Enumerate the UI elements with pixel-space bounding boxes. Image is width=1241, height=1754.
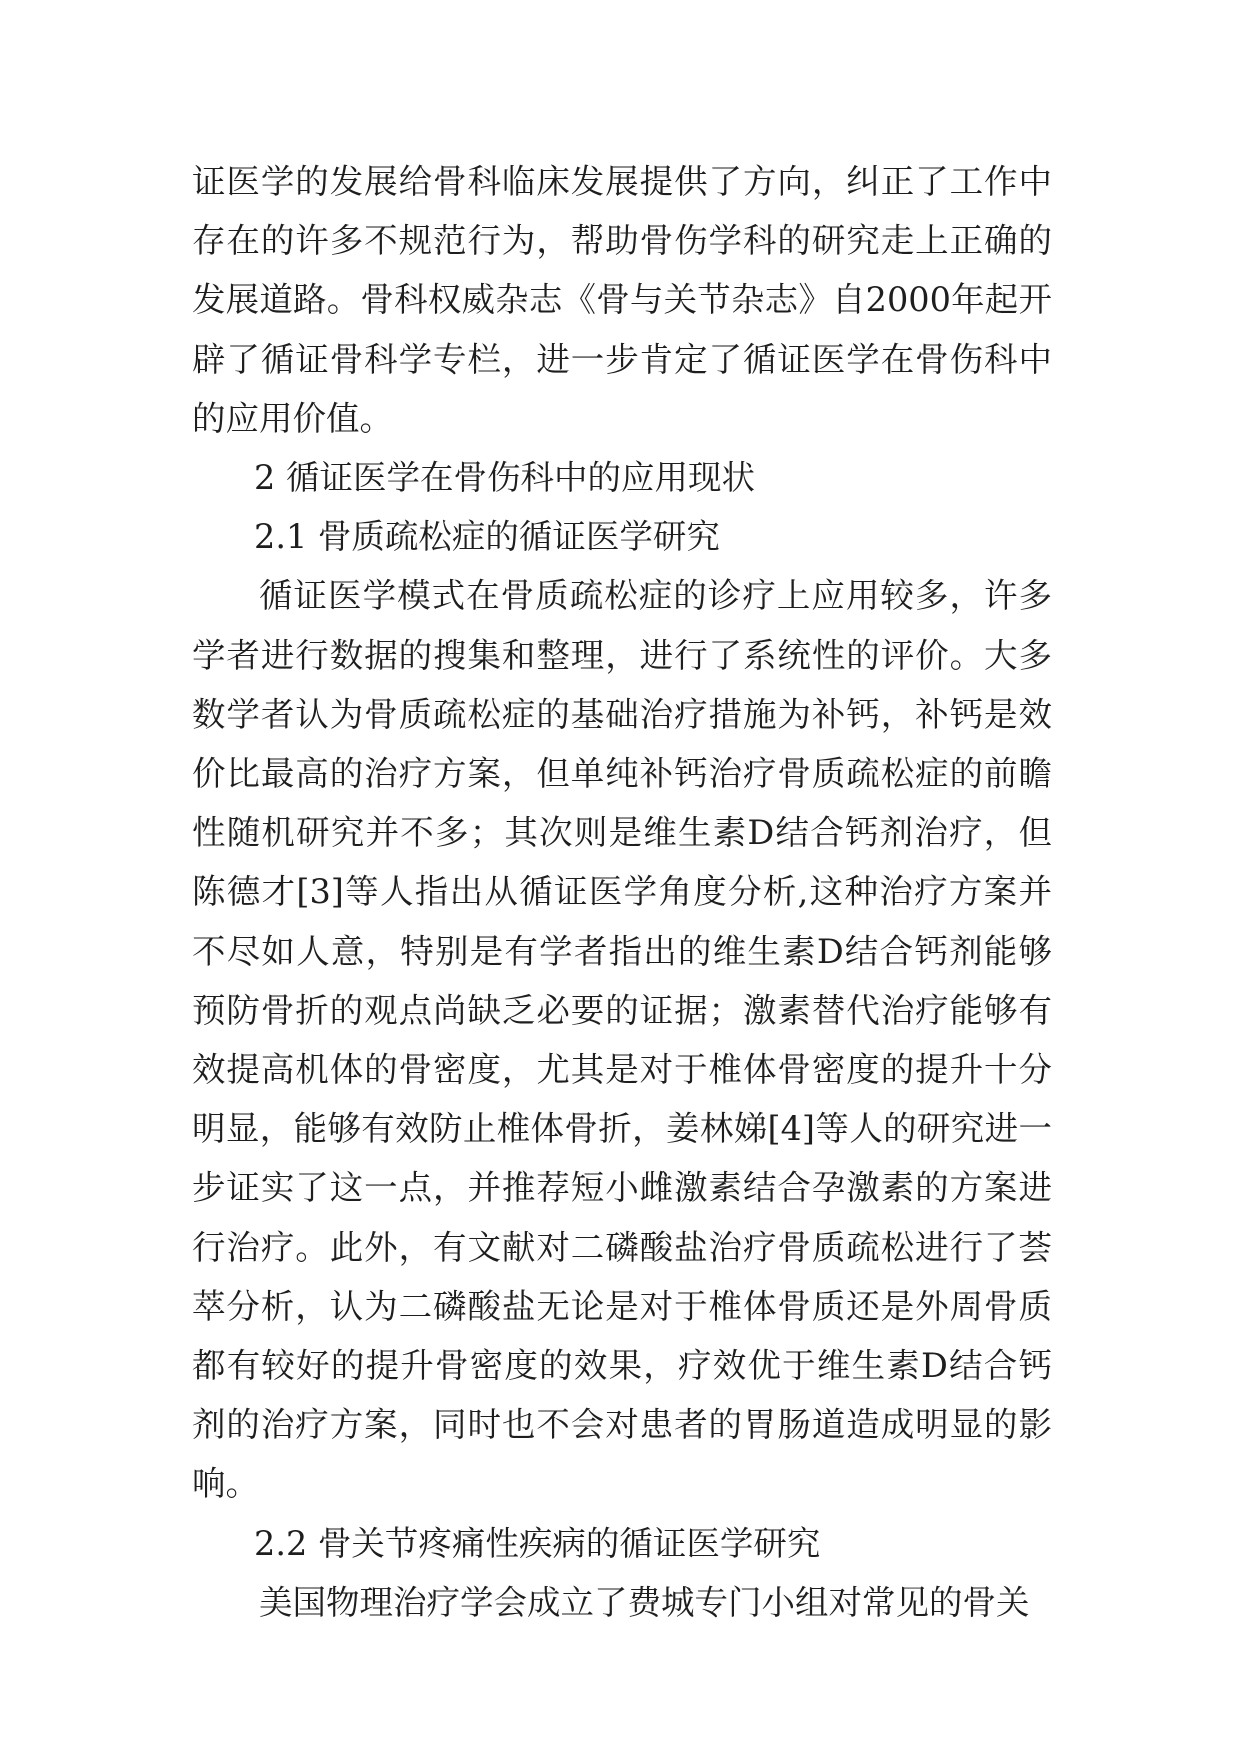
subsection-heading-2-2: 2.2 骨关节疼痛性疾病的循证医学研究 (254, 1523, 821, 1563)
section-heading-2: 2 循证医学在骨伤科中的应用现状 (254, 458, 755, 498)
paragraph-osteoporosis: 循证医学模式在骨质疏松症的诊疗上应用较多，许多学者进行数据的搜集和整理，进行了系统性的评价。大多数学者认为骨质疏松症的基础治疗措施为补钙，补钙是效价比最高的治疗方案，但单纯补钙治疗骨质疏松症的前瞻性随机研究并不多；其次则是维生素D结合钙剂治疗，但陈德才[3]等人指出从循证医学角度分析,这种治疗方案并不尽如人意，特别是有学者指出的维生素D结合钙剂能够预防骨折的观点尚缺乏必要的证据；激素替代治疗能够有效提高机体的骨密度，尤其是对于椎体骨密度的提升十分明显，能够有效防止椎体骨折，姜林娣[4]等人的研究进一步证实了这一点，并推荐短小雌激素结合孕激素的方案进行治疗。此外，有文献对二磷酸盐治疗骨质疏松进行了荟萃分析，认为二磷酸盐无论是对于椎体骨质还是外周骨质都有较好的提升骨密度的效果，疗效优于维生素D结合钙剂的治疗方案，同时也不会对患者的胃肠道造成明显的影响。 (192, 576, 1052, 1504)
subsection-heading-2-1: 2.1 骨质疏松症的循证医学研究 (254, 517, 720, 557)
document-body (192, 152, 1052, 1632)
paragraph-continued: 证医学的发展给骨科临床发展提供了方向，纠正了工作中存在的许多不规范行为，帮助骨伤学科的研究走上正确的发展道路。骨科权威杂志《骨与关节杂志》自2000年起开辟了循证骨科学专栏，进一步肯定了循证医学在骨伤科中的应用价值。 (192, 162, 1052, 438)
paragraph-joint-pain: 美国物理治疗学会成立了费城专门小组对常见的骨关 (259, 1582, 1030, 1622)
